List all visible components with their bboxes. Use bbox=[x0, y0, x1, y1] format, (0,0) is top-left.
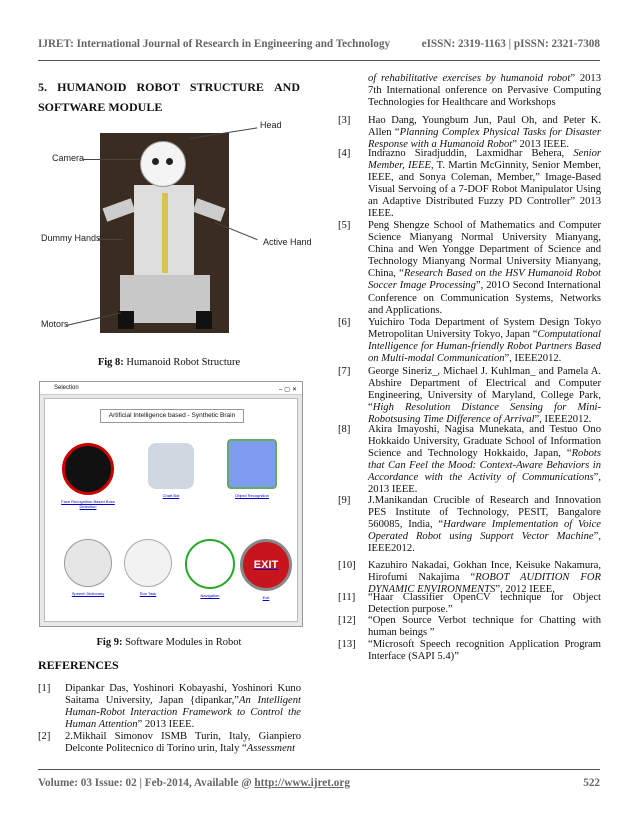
ref-text: Peng Shengze School of Mathematics and Computer Science Mianyang Normal University Mianyang, China and Wen Yongge Department of Science and Technology Mianyang Normal University Mianyang, China, “ bbox=[368, 220, 601, 280]
ref-number: [4] bbox=[338, 148, 351, 159]
ref-number: [2] bbox=[38, 731, 51, 742]
ref-title: An Intelligent Human-Robot Interaction Framework to Control the Human Attention bbox=[65, 695, 301, 731]
section-word: HUMANOID bbox=[57, 80, 127, 94]
footer-rule bbox=[38, 769, 600, 770]
ref-number: [13] bbox=[338, 639, 356, 650]
section-heading bbox=[38, 77, 300, 117]
ref-number: [12] bbox=[338, 615, 356, 626]
section-word: STRUCTURE bbox=[189, 80, 264, 94]
exit-icon[interactable]: EXIT bbox=[240, 539, 292, 591]
module-chatbot bbox=[140, 443, 202, 498]
page-footer bbox=[38, 777, 600, 789]
ref-title: Robots that Can Feel the Mood: Context-Aware Behaviors in Accordance with the Activity of Communications bbox=[368, 448, 601, 484]
ref-text: Akira Imayoshi, Nagisa Munekata, and Testuo Ono Hokkaido University, Graduate School of Information Science and Technology Hokkaido, Japan, “ bbox=[368, 424, 601, 460]
leader-line bbox=[83, 159, 141, 160]
fig9-caption bbox=[38, 637, 300, 648]
robot-head bbox=[140, 141, 186, 187]
journal-link[interactable]: http://www.ijret.org bbox=[254, 777, 350, 789]
ref-number: [3] bbox=[338, 115, 351, 126]
ref-number: [10] bbox=[338, 560, 356, 571]
window-title: Selection bbox=[54, 385, 79, 391]
ref-text: ”, IEEE2012. bbox=[368, 531, 601, 555]
journal-name: IJRET: International Journal of Research in Engineering and Technology bbox=[38, 38, 391, 50]
ref-text: 2.Mikhail Simonov ISMB Turin, Italy, Gianpiero Delconte Politecnico di Torino urin, Italy “ bbox=[65, 731, 301, 755]
fig8-caption bbox=[38, 357, 300, 368]
face-icon bbox=[62, 443, 114, 495]
ref-text: ” 2013 7th International onference on Pervasive Computing Technologies for Healthcare and Workshops bbox=[368, 73, 602, 109]
fig8-label: Fig 8: bbox=[97, 357, 124, 368]
software-screenshot bbox=[39, 381, 303, 627]
label-active-hand: Active Hand bbox=[263, 237, 312, 247]
module-label: Exit bbox=[262, 595, 270, 600]
module-run-task bbox=[117, 539, 179, 596]
label-dummy-hands: Dummy Hands bbox=[41, 233, 101, 243]
header-rule bbox=[38, 60, 600, 61]
robot-wheel bbox=[196, 311, 212, 329]
dictionary-icon bbox=[64, 539, 112, 587]
module-label: Run Task bbox=[139, 591, 157, 596]
fig9-caption-text: Software Modules in Robot bbox=[122, 637, 242, 648]
label-head: Head bbox=[260, 120, 282, 130]
mug-icon bbox=[227, 439, 277, 489]
ref-title: Planning Complex Physical Tasks for Disaster Response with a Humanoid Robot bbox=[368, 127, 602, 151]
ref-title: Hardware Implementation of Voice Operated Robot using Support Vector Machine bbox=[368, 519, 601, 543]
robot-eye bbox=[166, 158, 173, 165]
window-titlebar bbox=[40, 382, 302, 395]
ref-title: Computational Intelligence for Human-friendly Robot Partners Based on Multi-modal Communication bbox=[368, 329, 601, 365]
ref-number: [9] bbox=[338, 495, 351, 506]
ref-text: Hao Dang, Youngbum Jun, Paul Oh, and Peter K. Allen “ bbox=[368, 115, 601, 139]
ref-text: Dipankar Das, Yoshinori Kobayashi, Yoshinori Kuno Saitama University, Japan {dipankar,” bbox=[65, 683, 301, 707]
fig9-label: Fig 9: bbox=[96, 637, 123, 648]
section-word: AND bbox=[274, 80, 300, 94]
module-label: Chatt Bot bbox=[162, 493, 180, 498]
section-word: 5. bbox=[38, 80, 47, 94]
ref-title: Research Based on the HSV Humanoid Robot Soccer Image Processing bbox=[368, 268, 601, 292]
module-object-recognition bbox=[221, 439, 283, 498]
running-man-icon bbox=[124, 539, 172, 587]
ref-text: “Open Source Verbot technique for Chatting with human beings ” bbox=[368, 615, 601, 639]
ref-number: [6] bbox=[338, 317, 351, 328]
compass-icon bbox=[185, 539, 235, 589]
label-motors: Motors bbox=[41, 319, 69, 329]
ref-number: [11] bbox=[338, 592, 356, 603]
module-speech-dictionary bbox=[57, 539, 119, 596]
robot-wheel bbox=[118, 311, 134, 329]
active-hand-shape bbox=[193, 198, 226, 221]
ref-text: ”, 201O Second International Conference on Communication Systems, Networks and Applications. bbox=[368, 280, 601, 316]
ref-text: ” 2013 IEEE. bbox=[512, 139, 569, 151]
footer-volume: Volume: 03 Issue: 02 | Feb-2014, Available @ bbox=[38, 777, 255, 789]
module-face-recognition bbox=[57, 443, 119, 509]
ref-title: of rehabilitative exercises by humanoid robot bbox=[368, 73, 571, 84]
ref-text: “Haar Classifier OpenCV technique for Object Detection purpose.” bbox=[368, 592, 601, 616]
ref-text: Kazuhiro Nakadai, Gokhan Ince, Keisuke Nakamura, Hirofumi Nakajima “ bbox=[368, 560, 601, 584]
module-label: Navigation bbox=[200, 593, 220, 598]
ref-text: J.Manikandan Crucible of Research and Innovation PES Institute of Technology, PESIT, Bangalore 560085, India, “ bbox=[368, 495, 601, 531]
ref-text: ”, 2012 IEEE. bbox=[495, 584, 555, 596]
robot-photo bbox=[100, 133, 229, 333]
running-header bbox=[38, 38, 600, 50]
issn: eISSN: 2319-1163 | pISSN: 2321-7308 bbox=[421, 38, 600, 50]
ref-number: [1] bbox=[38, 683, 51, 694]
ref-title: High Resolution Distance Sensing for Mini-Robotsusing Time Difference of Arrival bbox=[368, 402, 601, 426]
ref-number: [8] bbox=[338, 424, 351, 435]
references-heading: REFERENCES bbox=[38, 658, 119, 672]
app-title: Artificial Intelligence based - Synthetic Brain bbox=[100, 409, 244, 423]
ref-text: ”, IEEE2012. bbox=[504, 353, 562, 365]
section-word: ROBOT bbox=[136, 80, 180, 94]
page-number: 522 bbox=[583, 777, 600, 789]
robot-shaft bbox=[162, 193, 168, 273]
module-label: Speech Dictionary bbox=[71, 591, 105, 596]
ref-text: ”, 2013 IEEE. bbox=[368, 472, 601, 496]
ref-text: Yuichiro Toda Department of System Design Tokyo Metropolitan University Tokyo, Japan “ bbox=[368, 317, 601, 341]
fig8-caption-text: Humanoid Robot Structure bbox=[123, 357, 241, 368]
dummy-hand-shape bbox=[103, 198, 136, 221]
ref-text: George Sineriz_, Michael J. Kuhlman_ and Pamela A. Abshire Department of Electrical and Computer Engineering, University of Maryland, College Park, “ bbox=[368, 366, 601, 414]
window-controls-icon: –▢✕ bbox=[278, 387, 299, 393]
ref-text: “Microsoft Speech recognition Application Program Interface (SAPI 5.4)” bbox=[368, 639, 601, 663]
label-camera: Camera bbox=[52, 153, 85, 163]
ref-text: ” 2013 IEEE. bbox=[137, 719, 195, 731]
robot-eye bbox=[152, 158, 159, 165]
window-body bbox=[44, 398, 298, 622]
ref-text: ”, IEEE2012. bbox=[534, 414, 592, 426]
module-navigation bbox=[179, 539, 241, 598]
ref-title: ROBOT AUDITION FOR DYNAMIC ENVIRONMENTS bbox=[368, 572, 601, 596]
module-label: Object Recognition bbox=[235, 493, 269, 498]
ref-text: Indrazno Siradjuddin, Laxmidhar Behera, bbox=[368, 148, 574, 159]
ref-title: Assessment bbox=[246, 743, 296, 755]
ref-text: , T. Martin McGinnity, Senior Member, IEEE, and Sonya Coleman, Member,” Image-Based Visual Servoing of a 7-DOF Robot Manipulator Using an Adaptive Distributed Fuzzy PD Controller” 2013 IEEE. bbox=[368, 160, 601, 220]
ref-title: Senior Member, IEEE bbox=[368, 148, 601, 172]
leader-line bbox=[98, 239, 123, 240]
module-exit[interactable] bbox=[235, 539, 297, 600]
section-heading-line2: SOFTWARE MODULE bbox=[38, 100, 163, 114]
ref-number: [7] bbox=[338, 366, 351, 377]
chatbot-icon bbox=[148, 443, 194, 489]
ref-number: [5] bbox=[338, 220, 351, 231]
module-label: Face Recognition Based Boss Detection bbox=[61, 499, 115, 509]
